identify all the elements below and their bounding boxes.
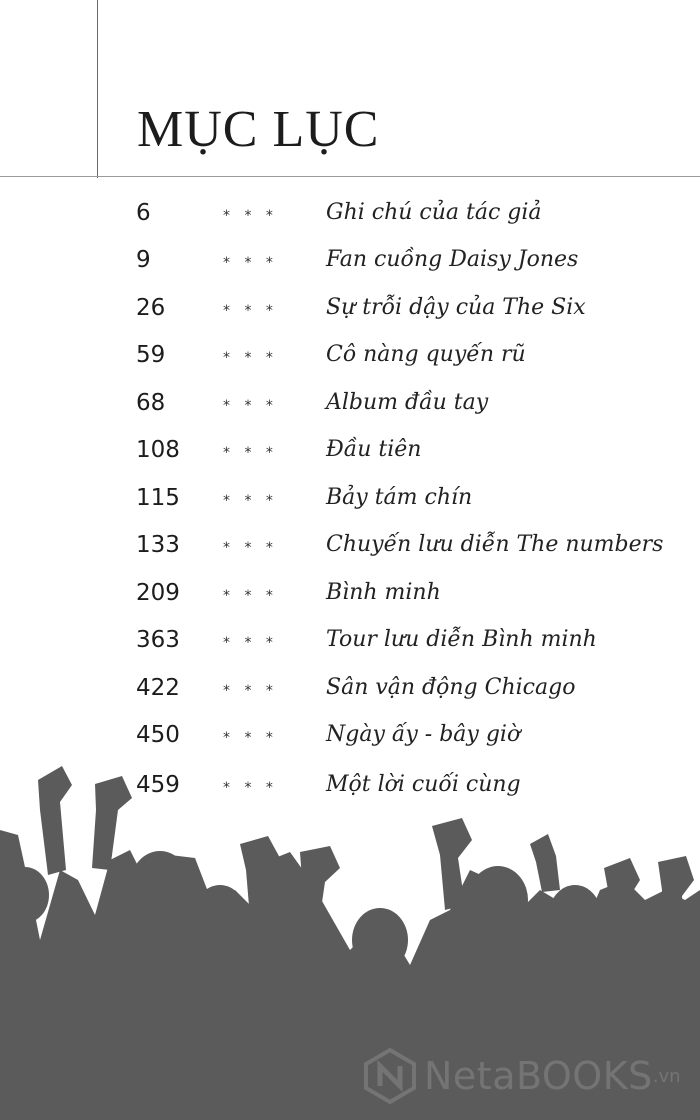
toc-entry[interactable] (0, 382, 700, 428)
page-title: MỤC LỤC (137, 101, 380, 158)
separator-dots: * * * (223, 398, 278, 414)
page-number: 68 (136, 390, 166, 416)
chapter-title: Cô nàng quyến rũ (326, 342, 526, 367)
toc-entry[interactable] (0, 239, 700, 285)
separator-dots: * * * (223, 635, 278, 651)
toc-entry[interactable] (0, 524, 700, 570)
page-number: 108 (136, 437, 180, 463)
n-logo-icon (362, 1048, 418, 1104)
toc-entry[interactable] (0, 429, 700, 475)
chapter-title: Sân vận động Chicago (326, 675, 576, 700)
chapter-title: Fan cuồng Daisy Jones (326, 247, 579, 272)
chapter-title: Một lời cuối cùng (326, 772, 521, 797)
page-number: 209 (136, 580, 180, 606)
separator-dots: * * * (223, 730, 278, 746)
watermark (362, 1046, 681, 1106)
toc-entry[interactable] (0, 477, 700, 523)
toc-entry[interactable] (0, 334, 700, 380)
chapter-title: Sự trỗi dậy của The Six (326, 295, 586, 320)
watermark-brand: NetaBOOKS (424, 1054, 653, 1098)
separator-dots: * * * (223, 445, 278, 461)
watermark-tld: .vn (652, 1065, 681, 1087)
page-number: 115 (136, 485, 180, 511)
chapter-title: Tour lưu diễn Bình minh (326, 627, 597, 652)
toc-entry[interactable] (0, 619, 700, 665)
chapter-title: Ngày ấy - bây giờ (326, 722, 521, 747)
separator-dots: * * * (223, 350, 278, 366)
separator-dots: * * * (223, 303, 278, 319)
page-number: 459 (136, 772, 180, 798)
toc-entry[interactable] (0, 192, 700, 238)
chapter-title: Đầu tiên (326, 437, 422, 462)
page-number: 59 (136, 342, 166, 368)
chapter-title: Chuyến lưu diễn The numbers (326, 532, 664, 557)
vertical-rule (97, 0, 98, 178)
separator-dots: * * * (223, 540, 278, 556)
page-number: 26 (136, 295, 166, 321)
page-number: 6 (136, 200, 151, 226)
toc-entry[interactable] (0, 287, 700, 333)
page-number: 422 (136, 675, 180, 701)
page-number: 9 (136, 247, 151, 273)
toc-entry[interactable] (0, 572, 700, 618)
separator-dots: * * * (223, 208, 278, 224)
separator-dots: * * * (223, 683, 278, 699)
separator-dots: * * * (223, 588, 278, 604)
separator-dots: * * * (223, 493, 278, 509)
toc-entry[interactable] (0, 667, 700, 713)
chapter-title: Bảy tám chín (326, 485, 473, 510)
title-rule (0, 176, 700, 177)
chapter-title: Album đầu tay (326, 390, 489, 415)
page-number: 133 (136, 532, 180, 558)
separator-dots: * * * (223, 255, 278, 271)
page-number: 450 (136, 722, 180, 748)
chapter-title: Ghi chú của tác giả (326, 200, 542, 225)
separator-dots: * * * (223, 780, 278, 796)
page-number: 363 (136, 627, 180, 653)
chapter-title: Bình minh (326, 580, 441, 605)
